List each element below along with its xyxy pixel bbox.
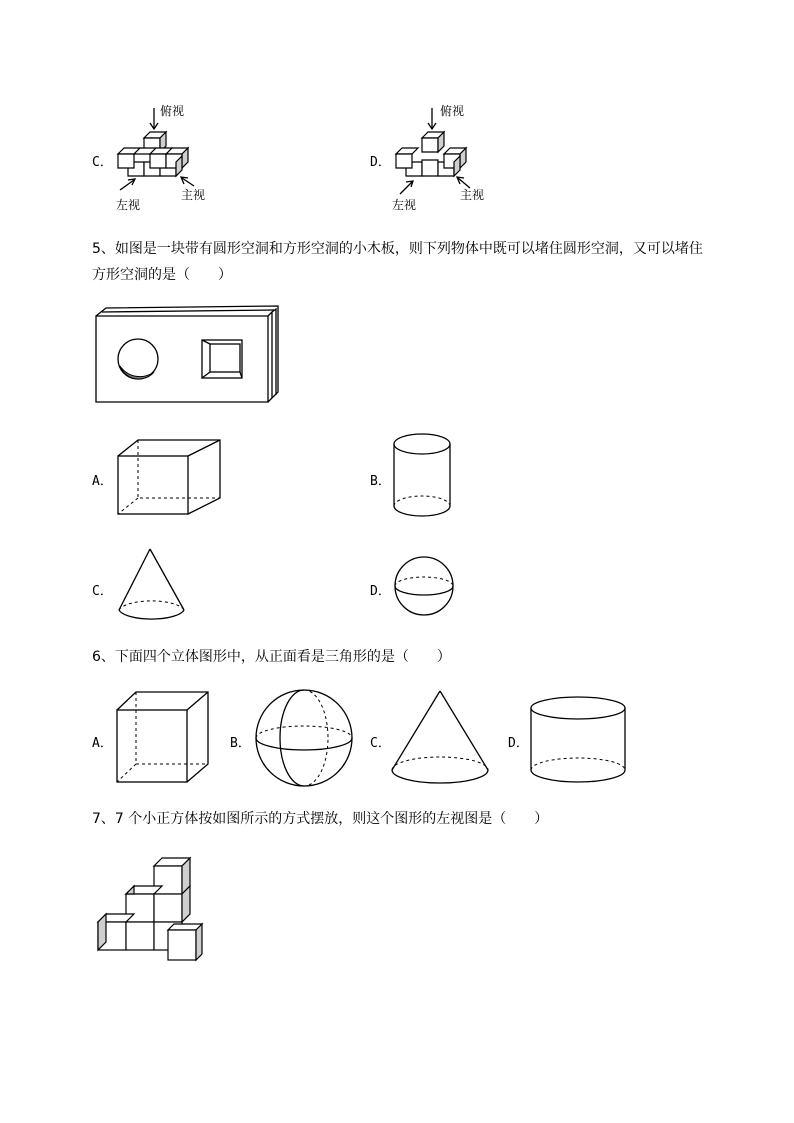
q5-option-d-label[interactable]: D． (370, 584, 391, 599)
q7-text: 7、7 个小正方体按如图所示的方式摆放，则这个图形的左视图是（ ） (92, 811, 549, 827)
q6-option-d-label[interactable]: D． (508, 736, 529, 751)
q4d-top-view-label: 俯视 (440, 104, 465, 118)
q5-cylinder-figure (388, 430, 458, 524)
q5-board-figure (92, 302, 288, 406)
q5-cube-figure (114, 436, 226, 520)
q4-option-d-label[interactable]: D． (370, 155, 391, 170)
q4d-left-view-label: 左视 (392, 198, 417, 212)
q6-option-b-label[interactable]: B． (230, 736, 251, 751)
q7-cubes-figure (94, 852, 206, 964)
q4d-front-view-label: 主视 (460, 188, 485, 202)
q5-cone-figure (114, 546, 194, 628)
q5-option-c-label[interactable]: C． (92, 584, 113, 599)
q6-cube-figure (112, 688, 212, 786)
q5-sphere-figure (392, 554, 458, 620)
q4-option-c-label[interactable]: C． (92, 155, 113, 170)
q5-option-a-label[interactable]: A． (92, 474, 113, 489)
q4c-left-view-label: 左视 (116, 198, 141, 212)
q5-text-line2: 方形空洞的是（ ） (92, 267, 232, 283)
q4c-top-view-label: 俯视 (160, 104, 185, 118)
q6-text: 6、下面四个立体图形中，从正面看是三角形的是（ ） (92, 649, 451, 665)
q6-cylinder-figure (528, 694, 630, 786)
q5-stem (92, 236, 752, 288)
q6-sphere-figure (252, 688, 356, 788)
q5-option-b-label[interactable]: B． (370, 474, 391, 489)
q5-text-line1: 5、如图是一块带有圆形空洞和方形空洞的小木板，则下列物体中既可以堵住圆形空洞，又可以堵住 (92, 241, 703, 257)
q6-option-c-label[interactable]: C． (370, 736, 391, 751)
q4c-front-view-label: 主视 (181, 188, 206, 202)
q6-option-a-label[interactable]: A． (92, 736, 113, 751)
q6-cone-figure (388, 688, 494, 788)
